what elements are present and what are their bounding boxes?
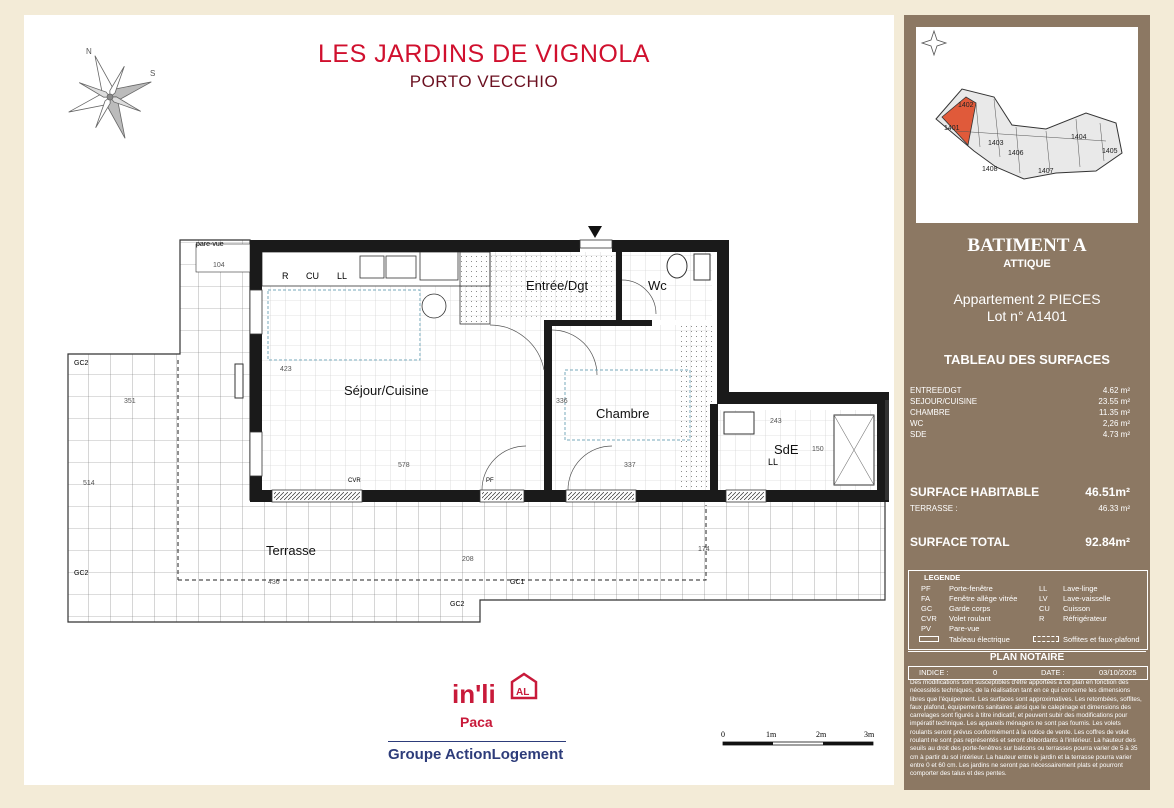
label-gc2-b: GC2 [74,570,89,577]
scale-3m: 3m [864,730,875,739]
legend-box [908,570,1148,650]
legend-label: Réfrigérateur [1063,614,1107,623]
dim-351: 351 [124,398,136,405]
chambre-dots [680,325,712,490]
surface-name: SDE [910,430,927,439]
room-chambre: Chambre [596,406,650,421]
surface-row [910,430,1140,439]
indice-label: INDICE : [919,668,949,677]
surface-value: 11.35 m² [1099,408,1130,417]
minimap-label-1405: 1405 [1102,148,1118,155]
index-row [908,666,1148,680]
dim-436: 436 [268,579,280,586]
date-value: 03/10/2025 [1099,668,1137,677]
label-cvr: CVR [348,478,361,484]
soffites-icon [1033,636,1059,642]
terrasse-value: 46.33 m² [1098,504,1130,513]
logo-region: Paca [460,714,493,730]
surface-value: 2,26 m² [1102,419,1130,428]
surface-value: 4.73 m² [1102,430,1130,439]
apartment-type: Appartement 2 PIECES [953,291,1101,307]
legend-soffites: Soffites et faux-plafond [1063,635,1140,644]
minimap-label-1407: 1407 [1038,168,1054,175]
room-terrasse: Terrasse [266,543,316,558]
legend-code: PV [921,624,932,633]
surface-value: 4.62 m² [1102,386,1130,395]
legend-code: R [1039,614,1045,623]
label-cu: CU [306,271,319,281]
legend-label: Garde corps [949,604,991,613]
building-name: BATIMENT A [967,235,1087,256]
label-ll-sde: LL [768,457,779,467]
label-r: R [282,271,289,281]
surface-row [910,419,1140,428]
room-sde: SdE [774,442,799,457]
dim-337: 337 [624,462,636,469]
compass-s-label: S [150,69,156,78]
page-subtitle: PORTO VECCHIO [409,72,559,91]
label-ll: LL [337,271,348,281]
minimap-plan [916,27,1138,223]
label-gc2-c: GC2 [450,601,465,608]
terrasse-row [910,504,1140,513]
surface-row [910,397,1140,406]
scale-0: 0 [721,730,725,739]
legend-code: PF [921,584,931,593]
legend-label: Cuisson [1063,604,1091,613]
total-value: 92.84m² [1085,535,1130,549]
legend-code: LV [1039,594,1048,603]
surface-name: SEJOUR/CUISINE [910,397,978,406]
logo-divider [388,741,566,742]
total-label: SURFACE TOTAL [910,535,1010,549]
dim-150: 150 [812,446,824,453]
legend-tableau: Tableau électrique [949,635,1010,644]
label-pf: PF [486,478,494,484]
dim-336: 336 [556,398,568,405]
legend-label: Fenêtre allège vitrée [949,594,1018,603]
scale-2m: 2m [816,730,827,739]
legend-label: Porte-fenêtre [949,584,993,593]
info-panel [904,15,1150,790]
location-minimap [916,27,1138,223]
minimap-label-1408: 1408 [982,166,998,173]
apartment-info [904,291,1150,325]
date-label: DATE : [1041,668,1065,677]
dim-578: 578 [398,462,410,469]
dim-243: 243 [770,418,782,425]
label-gc2-a: GC2 [74,360,89,367]
surface-name: ENTREE/DGT [910,386,962,395]
minimap-label-1401: 1401 [944,125,960,132]
dim-514: 514 [83,480,95,487]
apartment-lot: Lot n° A1401 [986,308,1068,324]
total-row [910,535,1140,549]
scale-1m: 1m [766,730,777,739]
logo-group: Groupe ActionLogement [388,746,564,763]
compass-n-label: N [86,47,92,56]
terrasse-label: TERRASSE : [910,504,958,513]
scale-bar [718,728,888,750]
habitable-label: SURFACE HABITABLE [910,485,1040,499]
surface-row [910,408,1140,417]
dim-208: 208 [462,556,474,563]
legend-code: GC [921,604,933,613]
legend-label: Lave-vaisselle [1063,594,1111,603]
dim-423: 423 [280,366,292,373]
minimap-label-1402: 1402 [958,102,974,109]
tableau-icon [919,636,939,642]
legend-label: Volet roulant [949,614,991,623]
legend-code: CVR [921,614,937,623]
legend-label: Pare-vue [949,624,980,633]
surface-name: WC [910,419,924,428]
surfaces-table-title: TABLEAU DES SURFACES [944,352,1110,367]
legend-title: LEGENDE [924,573,961,582]
disclaimer-notes: Des modifications sont susceptibles d'être apportées à ce plan en fonction des nécessités techniques, de la réalisation tant en ce qui concerne les dimensions libres que l'équipement. Les surfaces sont approximatives. Les retombées, soffites, faux plafond, équipements sanitaires ainsi que le calepinage et dimensions des carrelages sont figurés à titre indicatif, et peuvent subir des modifications pour impératif technique. Les appareils ménagers ne sont pas fournis. Les volets roulants seront prévus conformément à la notice de vente. Les coffres de volet roulant ne sont pas représentés et seront débordants à l'intérieur. La hauteur des seuils au droit des porte-fenêtres sur balcons ou terrasses pourra varier de 5 à 35 cm à partir du sol intérieur. La hauteur entre le jardin et la terrasse pourra varier entre 0 et 60 cm. Les jardins ne seront pas nécessairement plats et pourront comporter des talus et des pentes. [910,679,1142,778]
building-level: ATTIQUE [1003,258,1051,270]
surface-value: 23.55 m² [1098,397,1130,406]
indice-value: 0 [993,668,998,677]
legend-code: FA [921,594,931,603]
habitable-row [910,485,1140,499]
room-sejour: Séjour/Cuisine [344,383,429,398]
room-wc: Wc [648,278,667,293]
minimap-label-1406: 1406 [1008,150,1024,157]
legend-code: CU [1039,604,1050,613]
label-parevue: pare-vue [196,241,224,248]
entry-arrow-icon [588,226,602,238]
page-title: LES JARDINS DE VIGNOLA [318,40,650,68]
logo-badge-text: AL [516,687,530,698]
surface-row [910,386,1140,395]
surface-name: CHAMBRE [910,408,951,417]
logo-brand: in'li [452,679,496,709]
minimap-label-1403: 1403 [988,140,1004,147]
minimap-label-1404: 1404 [1071,134,1087,141]
room-entree: Entrée/Dgt [526,278,589,293]
dim-104: 104 [213,262,225,269]
legend-code: LL [1039,584,1048,593]
habitable-value: 46.51m² [1085,485,1130,499]
legend-label: Lave-linge [1063,584,1098,593]
label-gc1: GC1 [510,579,525,586]
plan-notaire-title: PLAN NOTAIRE [908,651,1146,663]
dim-174: 174 [698,546,710,553]
